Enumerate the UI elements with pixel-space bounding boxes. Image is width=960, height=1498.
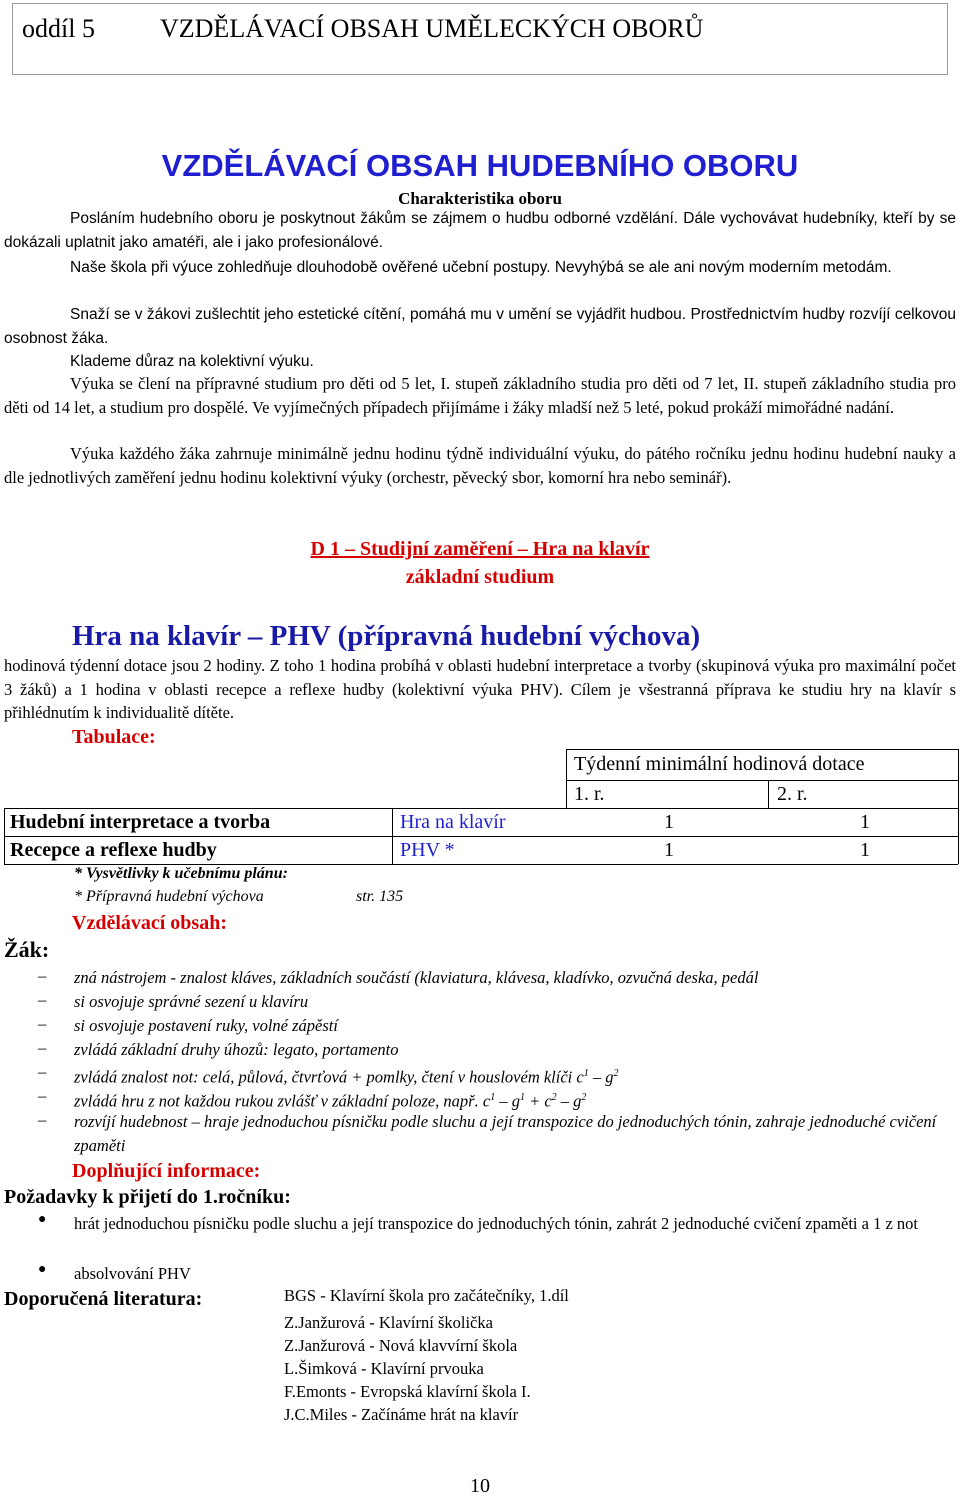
table-line [566, 749, 567, 808]
literature-label: Doporučená literatura: [4, 1288, 203, 1310]
table-year-2: 2. r. [777, 783, 808, 805]
table-line [958, 749, 959, 864]
table-line [4, 808, 5, 864]
notes-title: * Vysvětlivky k učebnímu plánu: [74, 865, 288, 882]
table-line [4, 808, 958, 809]
tabulace-label: Tabulace: [72, 726, 156, 748]
table-value: 1 [860, 839, 870, 861]
table-year-1: 1. r. [574, 783, 605, 805]
intro-paragraph-4: Klademe důraz na kolektivní výuku. [70, 353, 314, 370]
literature-item: Z.Janžurová - Klavírní školička [284, 1313, 493, 1332]
intro-paragraph-6: Výuka každého žáka zahrnuje minimálně jednu hodinu týdně individuální výuku, do pátého ročníku jednu hodinu hudební nauky a dle jednotlivých zaměření jednu hodinu kolektivní výuky (orchestr, pěvecký sbor, komorní hra nebo seminář). [4, 444, 956, 487]
main-title: VZDĚLÁVACÍ OBSAH HUDEBNÍHO OBORU [161, 148, 799, 183]
focus-title: D 1 – Studijní zaměření – Hra na klavír [310, 538, 650, 560]
intro-paragraph-1: Posláním hudebního oboru je poskytnout žákům se zájmem o hudbu odborné vzdělání. Dále vychovávat hudebníky, kteří by se dokázali uplatnit jako amatéři, ale i jako profesionálové. [4, 210, 956, 251]
table-area: Recepce a reflexe hudby [10, 839, 217, 861]
notes-item: * Přípravná hudební výchova [74, 888, 264, 905]
intro-paragraph-5: Výuka se člení na přípravné studium pro děti od 5 let, I. stupeň základního studia pro děti od 7 let, II. stupeň základního studia pro děti od 14 let, a studium pro dospělé. Ve vyjímečných případech přijímáme i žáky mladší než 5 leté, pokud prokáží mimořádné nadání. [4, 374, 956, 417]
table-line [566, 780, 958, 781]
phv-paragraph: hodinová týdenní dotace jsou 2 hodiny. Z toho 1 hodina probíhá v oblasti hudební interpretace a tvorby (skupinová výuka pro maximální počet 3 žáků) a 1 hodina v oblasti recepce a reflexe hudby (kolektivní výuka PHV). Cílem je všestranná příprava ke studiu hry na klavír s přihlédnutím k individualitě dítěte. [4, 656, 956, 722]
literature-item: BGS - Klavírní škola pro začátečníky, 1.díl [284, 1286, 569, 1305]
table-value: 1 [664, 839, 674, 861]
characteristics-heading: Charakteristika oboru [398, 189, 562, 208]
table-subject: PHV * [400, 839, 455, 861]
literature-item: J.C.Miles - Začínáme hrát na klavír [284, 1405, 519, 1424]
notes-page: str. 135 [356, 888, 404, 905]
student-label: Žák: [4, 937, 50, 962]
intro-paragraph-3: Snaží se v žákovi zušlechtit jeho estetické cítění, pomáhá mu v umění se vyjádřit hudbou. Prostřednictvím hudby rozvíjí celkovou osobnost žáka. [4, 306, 956, 347]
table-value: 1 [860, 811, 870, 833]
table-header: Týdenní minimální hodinová dotace [574, 753, 865, 775]
literature-item: F.Emonts - Evropská klavírní škola I. [284, 1382, 531, 1401]
table-subject: Hra na klavír [400, 811, 506, 833]
phv-heading: Hra na klavír – PHV (přípravná hudební výchova) [72, 620, 701, 652]
literature-item: Z.Janžurová - Nová klavvírní škola [284, 1336, 518, 1355]
additional-label: Doplňující informace: [72, 1160, 261, 1182]
content-label: Vzdělávací obsah: [72, 912, 227, 934]
intro-paragraph-2: Naše škola při výuce zohledňuje dlouhodobě ověřené učební postupy. Nevyhýbá se ale ani novým moderním metodám. [70, 259, 892, 276]
requirements-label: Požadavky k přijetí do 1.ročníku: [4, 1186, 291, 1208]
table-line [4, 836, 958, 837]
table-area: Hudební interpretace a tvorba [10, 811, 271, 833]
section-number: oddíl 5 [22, 14, 95, 43]
section-title: VZDĚLÁVACÍ OBSAH UMĚLECKÝCH OBORŮ [160, 14, 704, 43]
table-line [768, 780, 769, 808]
table-line [566, 749, 958, 750]
table-line [392, 808, 393, 864]
table-value: 1 [664, 811, 674, 833]
page-number: 10 [470, 1475, 490, 1497]
literature-item: L.Šimková - Klavírní prvouka [284, 1359, 484, 1378]
focus-subtitle: základní studium [405, 566, 555, 588]
